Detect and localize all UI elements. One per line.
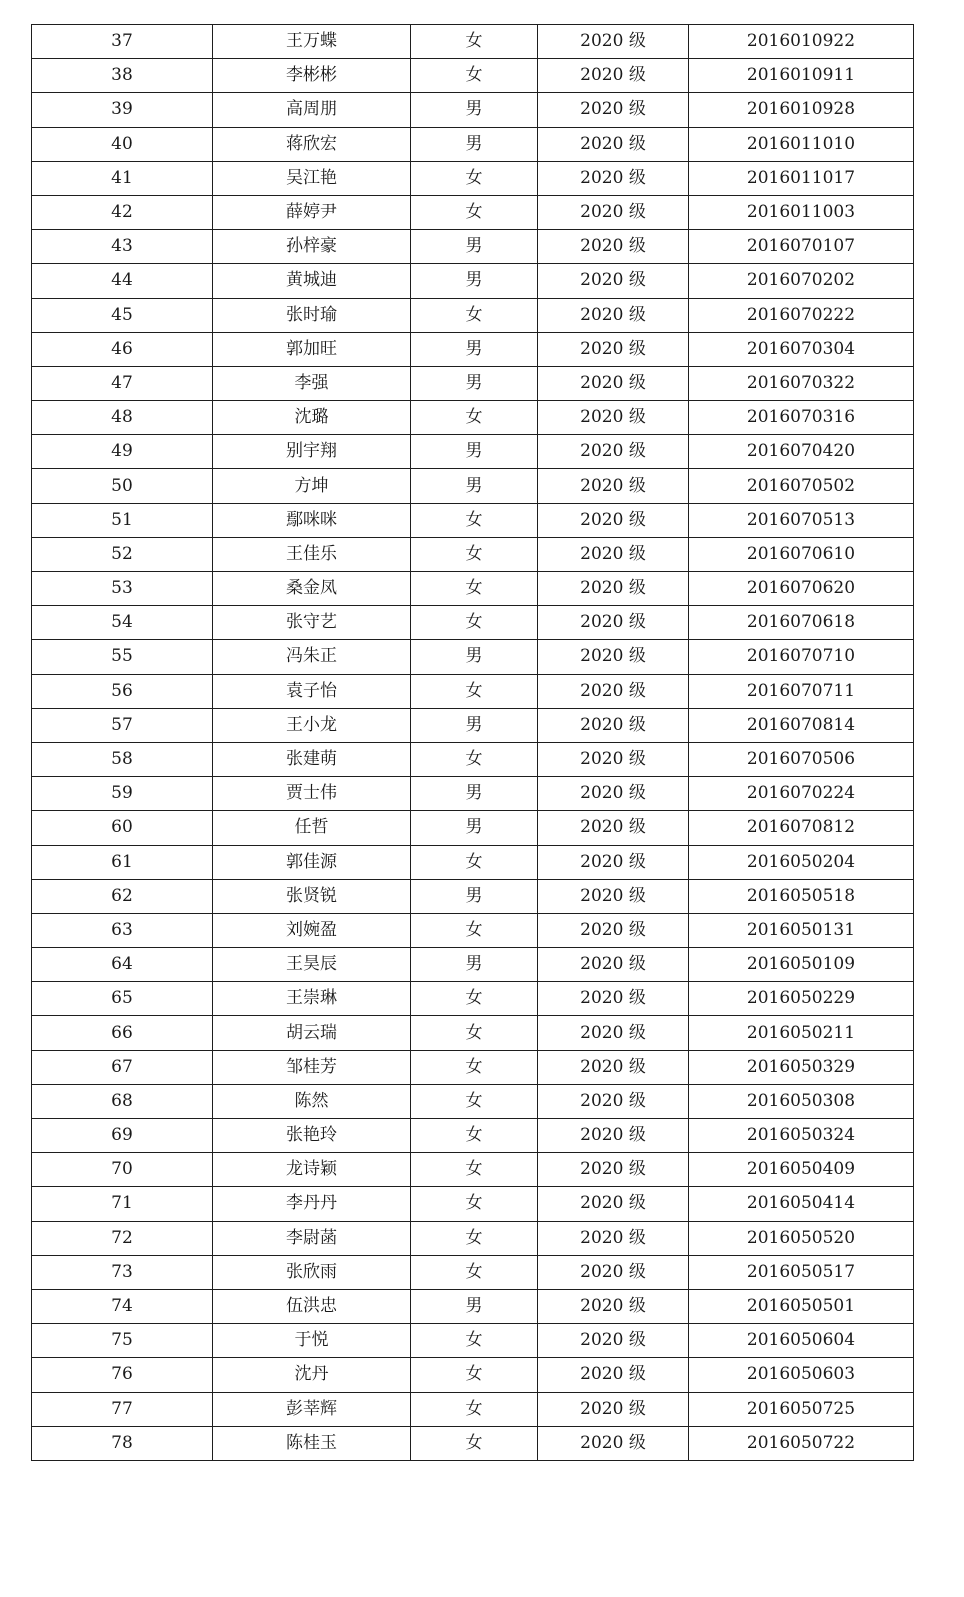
- student-name-cell: 王佳乐: [213, 537, 411, 571]
- gender-cell: 女: [411, 195, 538, 229]
- roster-body: [32, 25, 914, 1461]
- student-id-cell: 2016050229: [689, 982, 914, 1016]
- student-name-cell: 陈然: [213, 1084, 411, 1118]
- student-name-cell: 别宇翔: [213, 435, 411, 469]
- table-row: [32, 1084, 914, 1118]
- gender-cell: 男: [411, 93, 538, 127]
- table-row: [32, 1289, 914, 1323]
- gender-cell: 女: [411, 1119, 538, 1153]
- row-number-cell: 43: [32, 230, 213, 264]
- student-name-cell: 郭加旺: [213, 332, 411, 366]
- student-id-cell: 2016050722: [689, 1426, 914, 1460]
- gender-cell: 女: [411, 1084, 538, 1118]
- student-id-cell: 2016050518: [689, 879, 914, 913]
- student-id-cell: 2016070502: [689, 469, 914, 503]
- table-row: [32, 195, 914, 229]
- table-row: [32, 742, 914, 776]
- student-name-cell: 张守艺: [213, 606, 411, 640]
- gender-cell: 女: [411, 913, 538, 947]
- student-id-cell: 2016070506: [689, 742, 914, 776]
- gender-cell: 女: [411, 59, 538, 93]
- student-id-cell: 2016070322: [689, 366, 914, 400]
- table-row: [32, 777, 914, 811]
- student-name-cell: 高周朋: [213, 93, 411, 127]
- row-number-cell: 42: [32, 195, 213, 229]
- gender-cell: 男: [411, 948, 538, 982]
- grade-cell: 2020 级: [538, 435, 689, 469]
- table-row: [32, 1221, 914, 1255]
- row-number-cell: 47: [32, 366, 213, 400]
- grade-cell: 2020 级: [538, 366, 689, 400]
- student-id-cell: 2016050131: [689, 913, 914, 947]
- grade-cell: 2020 级: [538, 845, 689, 879]
- grade-cell: 2020 级: [538, 1426, 689, 1460]
- student-id-cell: 2016070513: [689, 503, 914, 537]
- table-row: [32, 982, 914, 1016]
- row-number-cell: 51: [32, 503, 213, 537]
- student-name-cell: 贾士伟: [213, 777, 411, 811]
- grade-cell: 2020 级: [538, 332, 689, 366]
- grade-cell: 2020 级: [538, 742, 689, 776]
- student-name-cell: 袁子怡: [213, 674, 411, 708]
- student-id-cell: 2016011010: [689, 127, 914, 161]
- table-row: [32, 1119, 914, 1153]
- student-name-cell: 于悦: [213, 1324, 411, 1358]
- table-row: [32, 59, 914, 93]
- student-name-cell: 伍洪忠: [213, 1289, 411, 1323]
- student-name-cell: 黄城迪: [213, 264, 411, 298]
- grade-cell: 2020 级: [538, 1016, 689, 1050]
- table-row: [32, 913, 914, 947]
- row-number-cell: 44: [32, 264, 213, 298]
- table-row: [32, 1358, 914, 1392]
- student-id-cell: 2016050211: [689, 1016, 914, 1050]
- table-row: [32, 230, 914, 264]
- table-row: [32, 1255, 914, 1289]
- gender-cell: 男: [411, 777, 538, 811]
- grade-cell: 2020 级: [538, 1289, 689, 1323]
- student-name-cell: 沈璐: [213, 401, 411, 435]
- student-id-cell: 2016070812: [689, 811, 914, 845]
- table-row: [32, 127, 914, 161]
- row-number-cell: 41: [32, 161, 213, 195]
- student-name-cell: 任哲: [213, 811, 411, 845]
- grade-cell: 2020 级: [538, 1153, 689, 1187]
- row-number-cell: 45: [32, 298, 213, 332]
- table-row: [32, 708, 914, 742]
- table-row: [32, 93, 914, 127]
- row-number-cell: 77: [32, 1392, 213, 1426]
- grade-cell: 2020 级: [538, 1358, 689, 1392]
- grade-cell: 2020 级: [538, 1187, 689, 1221]
- student-id-cell: 2016050204: [689, 845, 914, 879]
- gender-cell: 女: [411, 674, 538, 708]
- table-row: [32, 640, 914, 674]
- table-row: [32, 332, 914, 366]
- grade-cell: 2020 级: [538, 606, 689, 640]
- student-id-cell: 2016070224: [689, 777, 914, 811]
- table-row: [32, 674, 914, 708]
- student-name-cell: 张艳玲: [213, 1119, 411, 1153]
- student-name-cell: 张欣雨: [213, 1255, 411, 1289]
- grade-cell: 2020 级: [538, 127, 689, 161]
- grade-cell: 2020 级: [538, 161, 689, 195]
- row-number-cell: 37: [32, 25, 213, 59]
- student-name-cell: 薛婷尹: [213, 195, 411, 229]
- student-id-cell: 2016050329: [689, 1050, 914, 1084]
- row-number-cell: 74: [32, 1289, 213, 1323]
- student-id-cell: 2016070710: [689, 640, 914, 674]
- student-name-cell: 蒋欣宏: [213, 127, 411, 161]
- grade-cell: 2020 级: [538, 195, 689, 229]
- row-number-cell: 54: [32, 606, 213, 640]
- student-id-cell: 2016050109: [689, 948, 914, 982]
- row-number-cell: 71: [32, 1187, 213, 1221]
- row-number-cell: 40: [32, 127, 213, 161]
- student-name-cell: 鄢咪咪: [213, 503, 411, 537]
- student-name-cell: 桑金凤: [213, 572, 411, 606]
- student-name-cell: 李彬彬: [213, 59, 411, 93]
- table-row: [32, 948, 914, 982]
- table-row: [32, 811, 914, 845]
- grade-cell: 2020 级: [538, 708, 689, 742]
- row-number-cell: 57: [32, 708, 213, 742]
- gender-cell: 女: [411, 845, 538, 879]
- student-name-cell: 李强: [213, 366, 411, 400]
- table-row: [32, 845, 914, 879]
- student-id-cell: 2016070711: [689, 674, 914, 708]
- gender-cell: 男: [411, 879, 538, 913]
- student-name-cell: 王万蝶: [213, 25, 411, 59]
- gender-cell: 女: [411, 1358, 538, 1392]
- row-number-cell: 72: [32, 1221, 213, 1255]
- table-row: [32, 879, 914, 913]
- grade-cell: 2020 级: [538, 572, 689, 606]
- student-name-cell: 孙梓豪: [213, 230, 411, 264]
- row-number-cell: 48: [32, 401, 213, 435]
- gender-cell: 女: [411, 1255, 538, 1289]
- student-id-cell: 2016070316: [689, 401, 914, 435]
- row-number-cell: 58: [32, 742, 213, 776]
- grade-cell: 2020 级: [538, 93, 689, 127]
- student-name-cell: 邹桂芳: [213, 1050, 411, 1084]
- table-row: [32, 298, 914, 332]
- grade-cell: 2020 级: [538, 230, 689, 264]
- table-row: [32, 1324, 914, 1358]
- table-row: [32, 264, 914, 298]
- student-name-cell: 张贤锐: [213, 879, 411, 913]
- student-id-cell: 2016050520: [689, 1221, 914, 1255]
- gender-cell: 男: [411, 1289, 538, 1323]
- student-id-cell: 2016050324: [689, 1119, 914, 1153]
- student-name-cell: 冯朱正: [213, 640, 411, 674]
- grade-cell: 2020 级: [538, 401, 689, 435]
- grade-cell: 2020 级: [538, 469, 689, 503]
- grade-cell: 2020 级: [538, 879, 689, 913]
- gender-cell: 男: [411, 127, 538, 161]
- student-id-cell: 2016070107: [689, 230, 914, 264]
- table-row: [32, 1153, 914, 1187]
- student-id-cell: 2016050604: [689, 1324, 914, 1358]
- student-name-cell: 陈桂玉: [213, 1426, 411, 1460]
- gender-cell: 女: [411, 401, 538, 435]
- student-id-cell: 2016050414: [689, 1187, 914, 1221]
- row-number-cell: 75: [32, 1324, 213, 1358]
- row-number-cell: 63: [32, 913, 213, 947]
- student-name-cell: 方坤: [213, 469, 411, 503]
- gender-cell: 女: [411, 1050, 538, 1084]
- gender-cell: 女: [411, 1187, 538, 1221]
- student-name-cell: 王崇琳: [213, 982, 411, 1016]
- student-id-cell: 2016050409: [689, 1153, 914, 1187]
- grade-cell: 2020 级: [538, 503, 689, 537]
- grade-cell: 2020 级: [538, 264, 689, 298]
- student-id-cell: 2016070420: [689, 435, 914, 469]
- row-number-cell: 64: [32, 948, 213, 982]
- student-id-cell: 2016070620: [689, 572, 914, 606]
- student-id-cell: 2016011017: [689, 161, 914, 195]
- student-name-cell: 刘婉盈: [213, 913, 411, 947]
- student-name-cell: 沈丹: [213, 1358, 411, 1392]
- student-id-cell: 2016010911: [689, 59, 914, 93]
- table-row: [32, 1392, 914, 1426]
- gender-cell: 女: [411, 1221, 538, 1255]
- row-number-cell: 38: [32, 59, 213, 93]
- row-number-cell: 69: [32, 1119, 213, 1153]
- student-name-cell: 胡云瑞: [213, 1016, 411, 1050]
- gender-cell: 女: [411, 537, 538, 571]
- gender-cell: 女: [411, 1426, 538, 1460]
- student-name-cell: 王小龙: [213, 708, 411, 742]
- gender-cell: 女: [411, 982, 538, 1016]
- gender-cell: 女: [411, 161, 538, 195]
- gender-cell: 男: [411, 469, 538, 503]
- grade-cell: 2020 级: [538, 777, 689, 811]
- student-id-cell: 2016050725: [689, 1392, 914, 1426]
- grade-cell: 2020 级: [538, 537, 689, 571]
- row-number-cell: 46: [32, 332, 213, 366]
- row-number-cell: 60: [32, 811, 213, 845]
- student-name-cell: 王昊辰: [213, 948, 411, 982]
- student-name-cell: 李丹丹: [213, 1187, 411, 1221]
- gender-cell: 女: [411, 742, 538, 776]
- student-id-cell: 2016050501: [689, 1289, 914, 1323]
- grade-cell: 2020 级: [538, 1084, 689, 1118]
- table-row: [32, 469, 914, 503]
- grade-cell: 2020 级: [538, 1119, 689, 1153]
- student-id-cell: 2016050517: [689, 1255, 914, 1289]
- student-id-cell: 2016010928: [689, 93, 914, 127]
- student-name-cell: 龙诗颖: [213, 1153, 411, 1187]
- student-id-cell: 2016070618: [689, 606, 914, 640]
- table-row: [32, 572, 914, 606]
- grade-cell: 2020 级: [538, 948, 689, 982]
- row-number-cell: 78: [32, 1426, 213, 1460]
- student-id-cell: 2016011003: [689, 195, 914, 229]
- grade-cell: 2020 级: [538, 1050, 689, 1084]
- row-number-cell: 66: [32, 1016, 213, 1050]
- row-number-cell: 68: [32, 1084, 213, 1118]
- gender-cell: 女: [411, 1392, 538, 1426]
- row-number-cell: 39: [32, 93, 213, 127]
- grade-cell: 2020 级: [538, 298, 689, 332]
- table-row: [32, 401, 914, 435]
- row-number-cell: 52: [32, 537, 213, 571]
- student-name-cell: 张建萌: [213, 742, 411, 776]
- grade-cell: 2020 级: [538, 1221, 689, 1255]
- gender-cell: 女: [411, 503, 538, 537]
- table-row: [32, 1016, 914, 1050]
- gender-cell: 女: [411, 1016, 538, 1050]
- grade-cell: 2020 级: [538, 1392, 689, 1426]
- row-number-cell: 59: [32, 777, 213, 811]
- grade-cell: 2020 级: [538, 982, 689, 1016]
- student-id-cell: 2016050308: [689, 1084, 914, 1118]
- gender-cell: 女: [411, 606, 538, 640]
- row-number-cell: 56: [32, 674, 213, 708]
- table-row: [32, 25, 914, 59]
- grade-cell: 2020 级: [538, 913, 689, 947]
- grade-cell: 2020 级: [538, 1324, 689, 1358]
- student-name-cell: 张时瑜: [213, 298, 411, 332]
- student-roster-table: [31, 24, 914, 1461]
- gender-cell: 男: [411, 811, 538, 845]
- student-id-cell: 2016070304: [689, 332, 914, 366]
- student-id-cell: 2016070222: [689, 298, 914, 332]
- row-number-cell: 61: [32, 845, 213, 879]
- row-number-cell: 65: [32, 982, 213, 1016]
- row-number-cell: 76: [32, 1358, 213, 1392]
- grade-cell: 2020 级: [538, 25, 689, 59]
- row-number-cell: 62: [32, 879, 213, 913]
- student-id-cell: 2016070610: [689, 537, 914, 571]
- table-row: [32, 1187, 914, 1221]
- student-id-cell: 2016050603: [689, 1358, 914, 1392]
- student-name-cell: 郭佳源: [213, 845, 411, 879]
- row-number-cell: 55: [32, 640, 213, 674]
- row-number-cell: 70: [32, 1153, 213, 1187]
- gender-cell: 女: [411, 1324, 538, 1358]
- table-row: [32, 503, 914, 537]
- student-name-cell: 彭莘辉: [213, 1392, 411, 1426]
- grade-cell: 2020 级: [538, 59, 689, 93]
- table-row: [32, 435, 914, 469]
- row-number-cell: 49: [32, 435, 213, 469]
- gender-cell: 男: [411, 640, 538, 674]
- student-id-cell: 2016070202: [689, 264, 914, 298]
- table-row: [32, 1426, 914, 1460]
- gender-cell: 男: [411, 708, 538, 742]
- gender-cell: 女: [411, 298, 538, 332]
- gender-cell: 男: [411, 264, 538, 298]
- student-id-cell: 2016070814: [689, 708, 914, 742]
- grade-cell: 2020 级: [538, 640, 689, 674]
- student-name-cell: 吴江艳: [213, 161, 411, 195]
- row-number-cell: 53: [32, 572, 213, 606]
- gender-cell: 女: [411, 572, 538, 606]
- row-number-cell: 67: [32, 1050, 213, 1084]
- student-name-cell: 李尉菡: [213, 1221, 411, 1255]
- grade-cell: 2020 级: [538, 1255, 689, 1289]
- table-row: [32, 1050, 914, 1084]
- grade-cell: 2020 级: [538, 811, 689, 845]
- gender-cell: 男: [411, 332, 538, 366]
- gender-cell: 男: [411, 366, 538, 400]
- table-row: [32, 161, 914, 195]
- table-row: [32, 537, 914, 571]
- grade-cell: 2020 级: [538, 674, 689, 708]
- gender-cell: 女: [411, 1153, 538, 1187]
- table-row: [32, 606, 914, 640]
- student-id-cell: 2016010922: [689, 25, 914, 59]
- row-number-cell: 73: [32, 1255, 213, 1289]
- gender-cell: 男: [411, 230, 538, 264]
- table-row: [32, 366, 914, 400]
- gender-cell: 男: [411, 435, 538, 469]
- row-number-cell: 50: [32, 469, 213, 503]
- gender-cell: 女: [411, 25, 538, 59]
